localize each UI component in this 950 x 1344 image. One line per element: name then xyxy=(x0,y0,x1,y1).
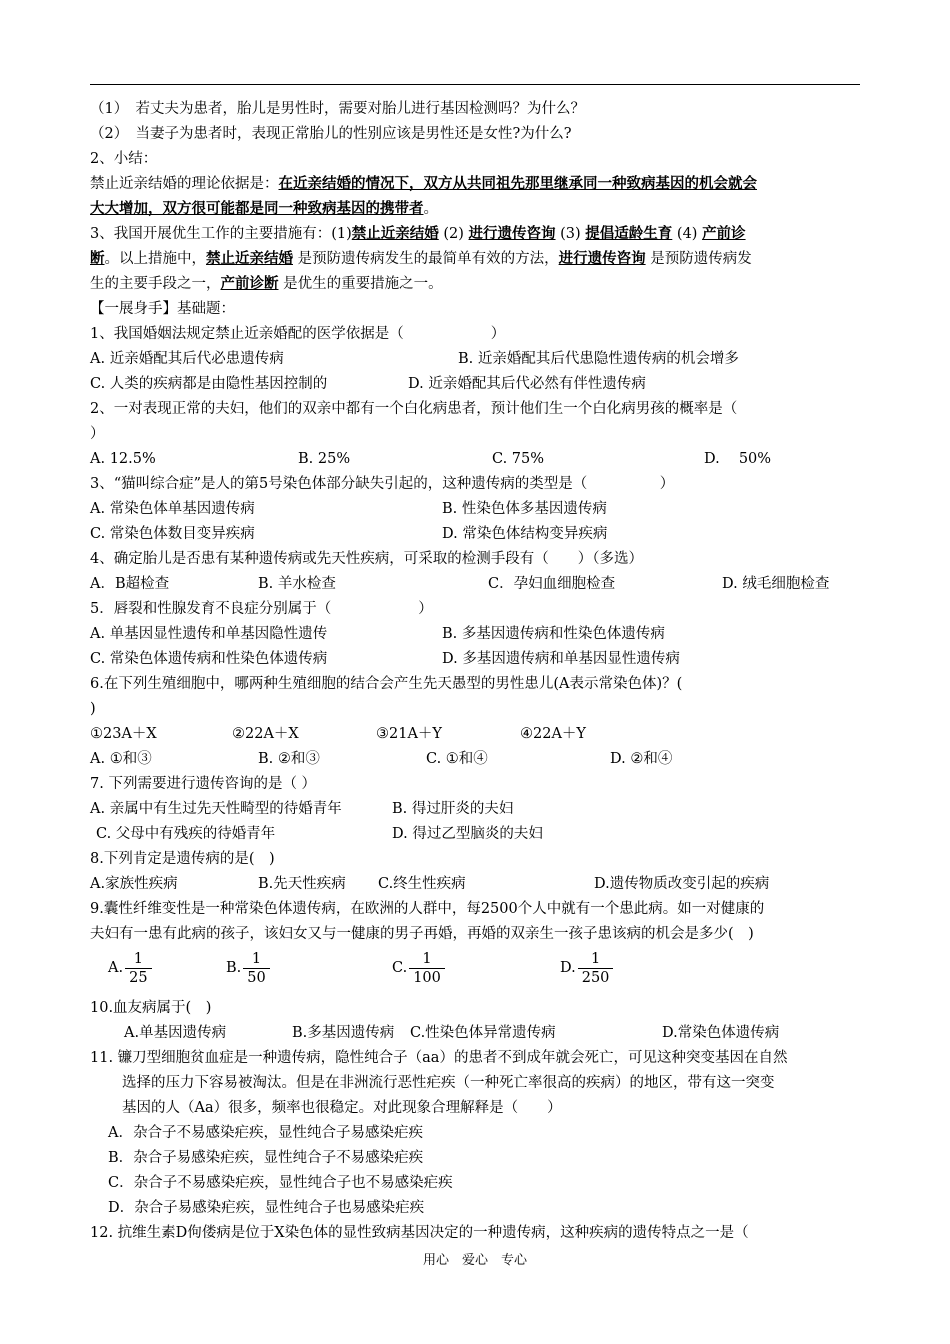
measure-answer-1: 禁止近亲结婚 xyxy=(351,225,439,242)
summary-lead: 禁止近亲结婚的理论依据是： xyxy=(90,176,279,192)
q6-option-a: A. ①和③ xyxy=(90,751,152,767)
q2-option-a: A. 12.5% xyxy=(90,451,156,467)
q5-option-d: D. 多基因遗传病和单基因显性遗传病 xyxy=(442,651,680,667)
q4-option-d: D. 绒毛细胞检查 xyxy=(722,576,830,592)
question-8: 8.下列肯定是遗传病的是( ) xyxy=(90,851,275,867)
question-wife: （2） 当妻子为患者时，表现正常胎儿的性别应该是男性还是女性?为什么? xyxy=(90,126,572,142)
measures-line-2 xyxy=(90,249,752,269)
measures-text: (2) xyxy=(438,226,469,242)
question-6: 6.在下列生殖细胞中，哪两种生殖细胞的结合会产生先天愚型的男性患儿(A表示常染色体)？( xyxy=(90,676,683,692)
question-12: 12. 抗维生素D佝偻病是位于X染色体的显性致病基因决定的一种遗传病，这种疾病的遗传特点之一是（ xyxy=(90,1225,749,1241)
numerator: 1 xyxy=(409,950,445,969)
q5-option-b: B. 多基因遗传病和性染色体遗传病 xyxy=(442,626,665,642)
q7-option-c: C. 父母中有残疾的待婚青年 xyxy=(96,826,276,842)
denominator: 100 xyxy=(413,969,441,986)
practice-heading: 【一展身手】基础题： xyxy=(90,301,235,317)
question-9: 9.囊性纤维变性是一种常染色体遗传病，在欧洲的人群中，每2500个人中就有一个患此病。如一对健康的 xyxy=(90,901,765,917)
q6-option-d: D. ②和④ xyxy=(610,751,673,767)
q11-option-b: B．杂合子易感染疟疾，显性纯合子不易感染疟疾 xyxy=(108,1150,424,1166)
page-footer: 用心 爱心 专心 xyxy=(422,1253,527,1268)
denominator: 250 xyxy=(581,969,610,986)
q10-option-c: C.性染色体异常遗传病 xyxy=(410,1025,556,1041)
question-7: 7. 下列需要进行遗传咨询的是（ ） xyxy=(90,776,317,792)
measure-answer-4-cont: 断 xyxy=(90,250,105,267)
q3-option-a: A. 常染色体单基因遗传病 xyxy=(90,501,255,517)
q10-option-d: D.常染色体遗传病 xyxy=(662,1025,780,1041)
q11-option-c: C．杂合子不易感染疟疾，显性纯合子也不易感染疟疾 xyxy=(108,1175,453,1191)
measures-text: 是优生的重要措施之一。 xyxy=(278,276,443,292)
summary-answer-b: 大大增加，双方很可能都是同一种致病基因的携带者 xyxy=(90,200,424,217)
q3-option-d: D. 常染色体结构变异疾病 xyxy=(442,526,608,542)
question-10: 10.血友病属于( ) xyxy=(90,1000,212,1016)
question-4: 4、确定胎儿是否患有某种遗传病或先天性疾病，可采取的检测手段有（ ）（多选） xyxy=(90,551,643,567)
q1-option-d: D. 近亲婚配其后代必然有伴性遗传病 xyxy=(408,376,646,392)
q6-option-c: C. ①和④ xyxy=(426,751,488,767)
q2-option-b: B. 25% xyxy=(298,451,351,467)
question-11-cont-2: 基因的人（Aa）很多，频率也很稳定。对此现象合理解释是（ ） xyxy=(122,1100,562,1116)
question-11: 11. 镰刀型细胞贫血症是一种遗传病，隐性纯合子（aa）的患者不到成年就会死亡，可见这种突变基因在自然 xyxy=(90,1050,788,1066)
question-2: 2、一对表现正常的夫妇，他们的双亲中都有一个白化病患者，预计他们生一个白化病男孩的概率是（ xyxy=(90,401,738,417)
q1-option-c: C. 人类的疾病都是由隐性基因控制的 xyxy=(90,376,328,392)
measure-answer-3: 提倡适龄生育 xyxy=(585,225,673,242)
numerator: 1 xyxy=(243,950,269,969)
q8-option-c: C.终生性疾病 xyxy=(378,876,466,892)
q1-option-a: A. 近亲婚配其后代必患遗传病 xyxy=(90,351,284,367)
q7-option-a: A. 亲属中有生过先天性畸型的待婚青年 xyxy=(90,801,342,817)
measures-lead: 3、我国开展优生工作的主要措施有：(1) xyxy=(90,226,352,242)
question-5: 5．唇裂和性腺发育不良症分别属于（ ） xyxy=(90,601,433,617)
denominator: 50 xyxy=(247,969,266,986)
measures-line-3 xyxy=(90,274,443,294)
fraction xyxy=(243,950,269,987)
numerator: 1 xyxy=(578,950,614,969)
q1-option-b: B. 近亲婚配其后代患隐性遗传病的机会增多 xyxy=(458,351,739,367)
question-2-cont: ） xyxy=(90,426,105,442)
option-label: C. xyxy=(392,960,408,976)
measures-text: (4) xyxy=(672,226,703,242)
q6-item-1: ①23A＋X xyxy=(90,726,157,742)
summary-answer-a: 在近亲结婚的情况下，双方从共同祖先那里继承同一种致病基因的机会就会 xyxy=(278,175,757,192)
q10-option-a: A.单基因遗传病 xyxy=(124,1025,227,1041)
q9-option-b xyxy=(226,948,270,988)
q6-item-2: ②22A＋X xyxy=(232,726,299,742)
measure-answer-7: 产前诊断 xyxy=(220,275,279,292)
q9-option-d xyxy=(560,948,613,988)
q8-option-d: D.遗传物质改变引起的疾病 xyxy=(594,876,770,892)
q6-option-b: B. ②和③ xyxy=(258,751,320,767)
measure-answer-5: 禁止近亲结婚 xyxy=(206,250,293,267)
summary-line-2 xyxy=(90,199,438,219)
measure-answer-2: 进行遗传咨询 xyxy=(468,225,556,242)
q3-option-b: B. 性染色体多基因遗传病 xyxy=(442,501,607,517)
measure-answer-4: 产前诊 xyxy=(702,225,746,242)
measures-line-1 xyxy=(90,224,746,244)
summary-end: 。 xyxy=(423,201,438,217)
question-11-cont: 选择的压力下容易被淘汰。但是在非洲流行恶性疟疾（一种死亡率很高的疾病）的地区，带有这一突变 xyxy=(122,1075,775,1091)
fraction xyxy=(125,950,151,987)
denominator: 25 xyxy=(129,969,148,986)
q8-option-a: A.家族性疾病 xyxy=(90,876,178,892)
question-husband: （1） 若丈夫为患者，胎儿是男性时，需要对胎儿进行基因检测吗？为什么？ xyxy=(90,101,585,117)
q11-option-a: A．杂合子不易感染疟疾，显性纯合子易感染疟疾 xyxy=(108,1125,423,1141)
q4-option-b: B. 羊水检查 xyxy=(258,576,336,592)
option-label: B. xyxy=(226,960,242,976)
measures-text: 是预防遗传病发 xyxy=(645,251,752,267)
option-label: A. xyxy=(108,960,124,976)
measure-answer-6: 进行遗传咨询 xyxy=(558,250,646,267)
q10-option-b: B.多基因遗传病 xyxy=(292,1025,395,1041)
q8-option-b: B.先天性疾病 xyxy=(258,876,346,892)
numerator: 1 xyxy=(125,950,151,969)
measures-text: (3) xyxy=(555,226,586,242)
q6-item-3: ③21A＋Y xyxy=(376,726,442,742)
measures-text: 生的主要手段之一， xyxy=(90,276,221,292)
summary-line-1 xyxy=(90,174,757,194)
question-9-cont: 夫妇有一患有此病的孩子，该妇女又与一健康的男子再婚，再婚的双亲生一孩子患该病的机会是多少( ) xyxy=(90,926,754,942)
q7-option-b: B. 得过肝炎的夫妇 xyxy=(392,801,514,817)
q9-option-a xyxy=(108,948,152,988)
q2-option-d: D. 50% xyxy=(704,451,772,467)
question-3: 3、“猫叫综合症”是人的第5号染色体部分缺失引起的，这种遗传病的类型是（ ） xyxy=(90,476,675,492)
summary-heading: 2、小结： xyxy=(90,151,158,167)
q6-item-4: ④22A＋Y xyxy=(520,726,586,742)
fraction xyxy=(578,950,614,987)
q11-option-d: D．杂合子易感染疟疾，显性纯合子也易感染疟疾 xyxy=(108,1200,425,1216)
q5-option-a: A. 单基因显性遗传和单基因隐性遗传 xyxy=(90,626,328,642)
q4-option-a: A．B超检查 xyxy=(90,576,170,592)
option-label: D. xyxy=(560,960,576,976)
fraction xyxy=(409,950,445,987)
header-rule xyxy=(90,84,860,85)
question-6-cont: ) xyxy=(90,701,96,717)
measures-text: 是预防遗传病发生的最简单有效的方法， xyxy=(293,251,559,267)
q5-option-c: C. 常染色体遗传病和性染色体遗传病 xyxy=(90,651,328,667)
q7-option-d: D. 得过乙型脑炎的夫妇 xyxy=(392,826,543,842)
question-1: 1、我国婚姻法规定禁止近亲婚配的医学依据是（ ） xyxy=(90,326,506,342)
q4-option-c: C．孕妇血细胞检查 xyxy=(488,576,616,592)
measures-text: 。以上措施中， xyxy=(104,251,206,267)
q3-option-c: C. 常染色体数目变异疾病 xyxy=(90,526,255,542)
q9-option-c xyxy=(392,948,445,988)
q2-option-c: C. 75% xyxy=(492,451,545,467)
